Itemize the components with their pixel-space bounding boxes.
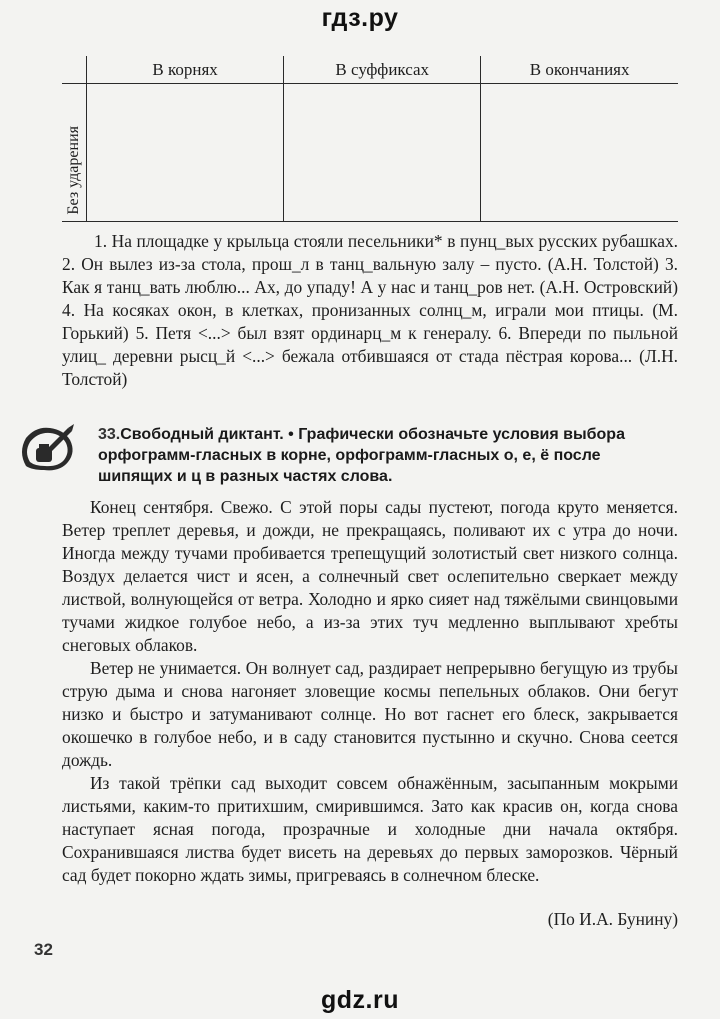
exercise-number: 33.: [98, 426, 121, 443]
bullet: •: [288, 426, 294, 443]
exercise-title: Свободный диктант.: [120, 426, 284, 443]
table-row: [62, 84, 678, 222]
column-suffixes: В суффиксах: [284, 56, 481, 84]
page-number: 32: [34, 940, 53, 959]
task-letters: о, е, ё: [503, 447, 550, 464]
paragraph-1: Конец сентября. Свежо. С этой поры сады пустеют, погода круто меняется. Ветер треплет деревья, и дожди, не прекращаясь, поливают их с утра до ночи. Иногда между тучами пробивается трепещущий золотистый свет низкого солнца. Воздух делается чист и ясен, а солнечный свет ослепительно сверкает между листвой, волнующейся от ветра. Холодно и ярко сияет над тяжёлыми свинцовыми тучами жидкое голубое небо, а из-за этих туч медленно выплывают хребты снеговых облаков.: [62, 497, 678, 655]
column-roots: В корнях: [87, 56, 284, 84]
table-header-row: [62, 56, 678, 84]
cell-roots: [87, 84, 284, 222]
cell-suffixes: [284, 84, 481, 222]
site-header[interactable]: гдз.ру: [321, 4, 399, 32]
exercise-32-text: 1. На площадке у крыльца стояли песельники* в пунц_вых русских рубашках. 2. Он вылез из-за стола, прош_л в танц_вальную залу – пусто. (А.Н. Толстой) 3. Как я танц_вать люблю... Ах, до упаду! А у нас и танц_ров нет. (А.Н. Островский) 4. На косяках окон, в клетках, пронизанных солнц_м, играли мои птицы. (М. Горький) 5. Петя <...> был взят ординарц_м к генералу. 6. Впереди по пыльной улиц_ деревни рысц_й <...> бежала отбившаяся от стада пёстрая корова... (Л.Н. Толстой): [62, 231, 678, 389]
site-footer[interactable]: gdz.ru: [321, 986, 399, 1014]
table-corner-cell: [62, 56, 87, 84]
pen-inkwell-icon: [16, 422, 78, 474]
exercise-33-text: [62, 496, 678, 887]
paragraph-2: Ветер не унимается. Он волнует сад, раздирает непрерывно бегущую из трубы струю дыма и снова нагоняет зловещие космы пепельных облаков. Они бегут низко и быстро и затуманивают солнце. Но вот гаснет его блеск, закрывается окошечко в голубое небо, и в саду становится пустынно и скучно. Снова сеется дождь.: [62, 658, 678, 770]
task-text-c: в разных частях слова.: [200, 468, 393, 485]
column-endings: В окончаниях: [481, 56, 678, 84]
exercise-33-header: [98, 424, 678, 487]
task-letter-ts: ц: [191, 468, 201, 485]
author-attribution: (По И.А. Бунину): [547, 909, 678, 929]
task-text-b: после шипящих и: [98, 447, 601, 485]
cell-endings: [481, 84, 678, 222]
task-text-a: Графически обозначьте условия выбора орфограмм-гласных в корне, орфограмм-гласных: [98, 426, 625, 464]
paragraph-3: Из такой трёпки сад выходит совсем обнажённым, засыпанным мокрыми листьями, каким-то притихшим, смирившимся. Зато как красив он, когда снова наступает ясная погода, прозрачные и холодные дни начала октября. Сохранившаяся листва будет висеть на деревьях до первых заморозков. Чёрный сад будет покорно ждать зимы, пригреваясь в солнечном блеске.: [62, 773, 678, 885]
row-label-cell: [62, 84, 87, 222]
morpheme-table: [62, 56, 678, 222]
row-label-unstressed: Без ударения: [65, 126, 82, 215]
